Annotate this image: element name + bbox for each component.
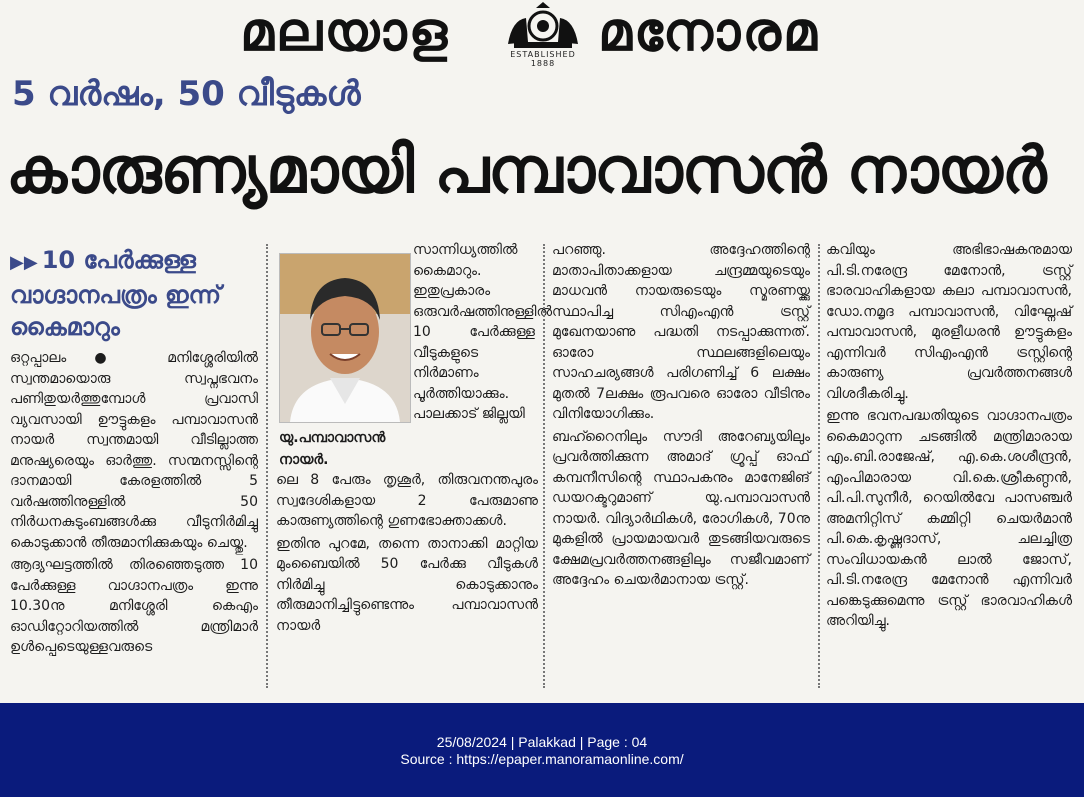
column-divider	[543, 244, 545, 688]
paragraph: കവിയും അഭിഭാഷകനുമായ പി.ടി.നരേന്ദ്ര മേനോൻ, ട്രസ്റ്റ് ഭാരവാഹികളായ കലാ പമ്പാവാസൻ, ഡോ.നമൃദ പമ്പാവാസൻ, വിഘ്നേഷ് പമ്പാവാസൻ, മുരളീധരൻ ഊട്ടുകളം എന്നിവർ സിഎംഎൻ ട്രസ്റ്റിന്റെ കാരുണ്യ പ്രവർത്തനങ്ങൾ വിശദീകരിച്ചു.	[826, 242, 1072, 402]
person-portrait-icon	[280, 254, 410, 422]
column-3	[552, 240, 810, 593]
article-kicker: 5 വർഷം, 50 വീടുകൾ	[12, 74, 361, 114]
column-4	[826, 240, 1072, 634]
paragraph: പറഞ്ഞു. അദ്ദേഹത്തിന്റെ മാതാപിതാക്കളായ ചന്ദ്രമ്മയുടെയും മാധവൻ നായരുടെയും സ്മരണയ്ക്കു സ്ഥാപിച്ച സിഎംഎൻ ട്രസ്റ്റ് മുഖേനയാണു പദ്ധതി നടപ്പാക്കുന്നത്. ഓരോ സ്ഥലങ്ങളിലെയും സാഹചര്യങ്ങൾ പരിഗണിച്ച് 6 ലക്ഷം മുതൽ 7ലക്ഷം രൂപവരെ ഓരോ വീടിനും വിനിയോഗിക്കും.	[552, 242, 810, 422]
column-1	[10, 348, 258, 660]
paragraph: ബഹ്റൈനിലും സൗദി അറേബ്യയിലും പ്രവർത്തിക്കുന്ന അമാദ് ഗ്രൂപ്പ് ഓഫ് കമ്പനീസിന്റെ സ്ഥാപകനും മാനേജിങ് ഡയറക്ടറുമാണ് യു.പമ്പാവാസൻ നായർ. വിദ്യാർഥികൾ, രോഗികൾ, 70നു മുകളിൽ പ്രായമായവർ തുടങ്ങിയവരുടെ ക്ഷേമപ്രവർത്തനങ്ങളിലും സജീവമാണ് അദ്ദേഹം ചെയർമാനായ ട്രസ്റ്റ്.	[552, 428, 810, 588]
paragraph: ആദ്യഘട്ടത്തിൽ തിരഞ്ഞെടുത്ത 10 പേർക്കുള്ള വാഗ്ദാനപത്രം ഇന്നു 10.30നു മനിശ്ശേരി കെഎം ഓഡിറ്റോറിയത്തിൽ മന്ത്രിമാർ ഉൾപ്പെടെയുള്ളവരുടെ	[10, 557, 258, 655]
subhead-text: 10 പേർക്കുള്ള വാഗ്ദാനപത്രം ഇന്ന് കൈമാറും	[10, 246, 221, 341]
photo-caption: യു.പമ്പാവാസൻ നായർ.	[279, 430, 386, 468]
column-divider	[818, 244, 820, 688]
double-arrow-icon: ▶▶	[10, 252, 38, 273]
portrait-photo	[279, 253, 411, 423]
paragraph: സാന്നിധ്യത്തിൽ കൈമാറും. ഇതുപ്രകാരം ഒരുവർഷത്തിനുള്ളിൽ 10 പേർക്കുള്ള വീടുകളുടെ നിർമാണം പൂർത്തിയാക്കും. പാലക്കാട് ജില്ലയി	[413, 242, 553, 422]
footer-source: Source : https://epaper.manoramaonline.com/	[400, 751, 684, 767]
emblem-established-text: ESTABLISHED 1888	[510, 50, 576, 68]
paragraph: ഇന്നു ഭവനപദ്ധതിയുടെ വാഗ്ദാനപത്രം കൈമാറുന്ന ചടങ്ങിൽ മന്ത്രിമാരായ എം.ബി.രാജേഷ്, എ.കെ.ശശീന്ദ്രൻ, എംപിമാരായ വി.കെ.ശ്രീകണ്ഠൻ, പി.പി.സുനീർ, റെയിൽവേ പാസഞ്ചർ അമനിറ്റിസ് കമ്മിറ്റി ചെയർമാൻ പി.കെ.കൃഷ്ണദാസ്, ചലച്ചിത്ര സംവിധായകൻ ലാൽ ജോസ്, പി.ടി.നരേന്ദ്ര മേനോൻ എന്നിവർ പങ്കെടുക്കുമെന്നു ട്രസ്റ്റ് ഭാരവാഹികൾ അറിയിച്ചു.	[826, 408, 1072, 629]
article-subhead	[10, 244, 260, 343]
column-2-bottom	[276, 470, 538, 638]
paragraph: ഒറ്റപ്പാലം● മനിശ്ശേരിയിൽ സ്വന്തമായൊരു സ്വപ്നഭവനം പണിതുയർത്തുമ്പോൾ പ്രവാസി വ്യവസായി ഊട്ടുകളം പമ്പാവാസൻ നായർ സ്വന്തമായി വീടില്ലാത്ത മനുഷ്യരെയും ഓർത്തു. സന്മനസ്സിന്റെ ദാനമായി കേരളത്തിൽ 5 വർഷത്തിനുള്ളിൽ 50 നിർധനകുടുംബങ്ങൾക്കു വീടുനിർമിച്ചു കൊടുക്കാൻ തീരുമാനിക്കുകയും ചെയ്തു.	[10, 350, 258, 551]
masthead	[0, 0, 1084, 66]
paragraph: ലെ 8 പേരും തൃശൂർ, തിരുവനന്തപുരം സ്വദേശികളായ 2 പേരുമാണു കാരുണ്യത്തിന്റെ ഗുണഭോക്താക്കൾ.	[276, 472, 538, 529]
article-headline: കാരുണ്യമായി പമ്പാവാസൻ നായർ	[6, 134, 1046, 208]
footer-meta: 25/08/2024 | Palakkad | Page : 04	[436, 734, 648, 750]
column-divider	[266, 244, 268, 688]
masthead-title-right: മനോരമ	[598, 0, 819, 63]
column-2-top	[413, 240, 553, 427]
footer-bar	[0, 703, 1084, 797]
masthead-title-left: മലയാള	[240, 0, 450, 63]
paragraph: ഇതിനു പുറമേ, തന്നെ താനാക്കി മാറ്റിയ മുംബൈയിൽ 50 പേർക്കു വീടുകൾ നിർമിച്ചു കൊടുക്കാനും തീരുമാനിച്ചിട്ടുണ്ടെന്നും പമ്പാവാസൻ നായർ	[276, 535, 538, 634]
